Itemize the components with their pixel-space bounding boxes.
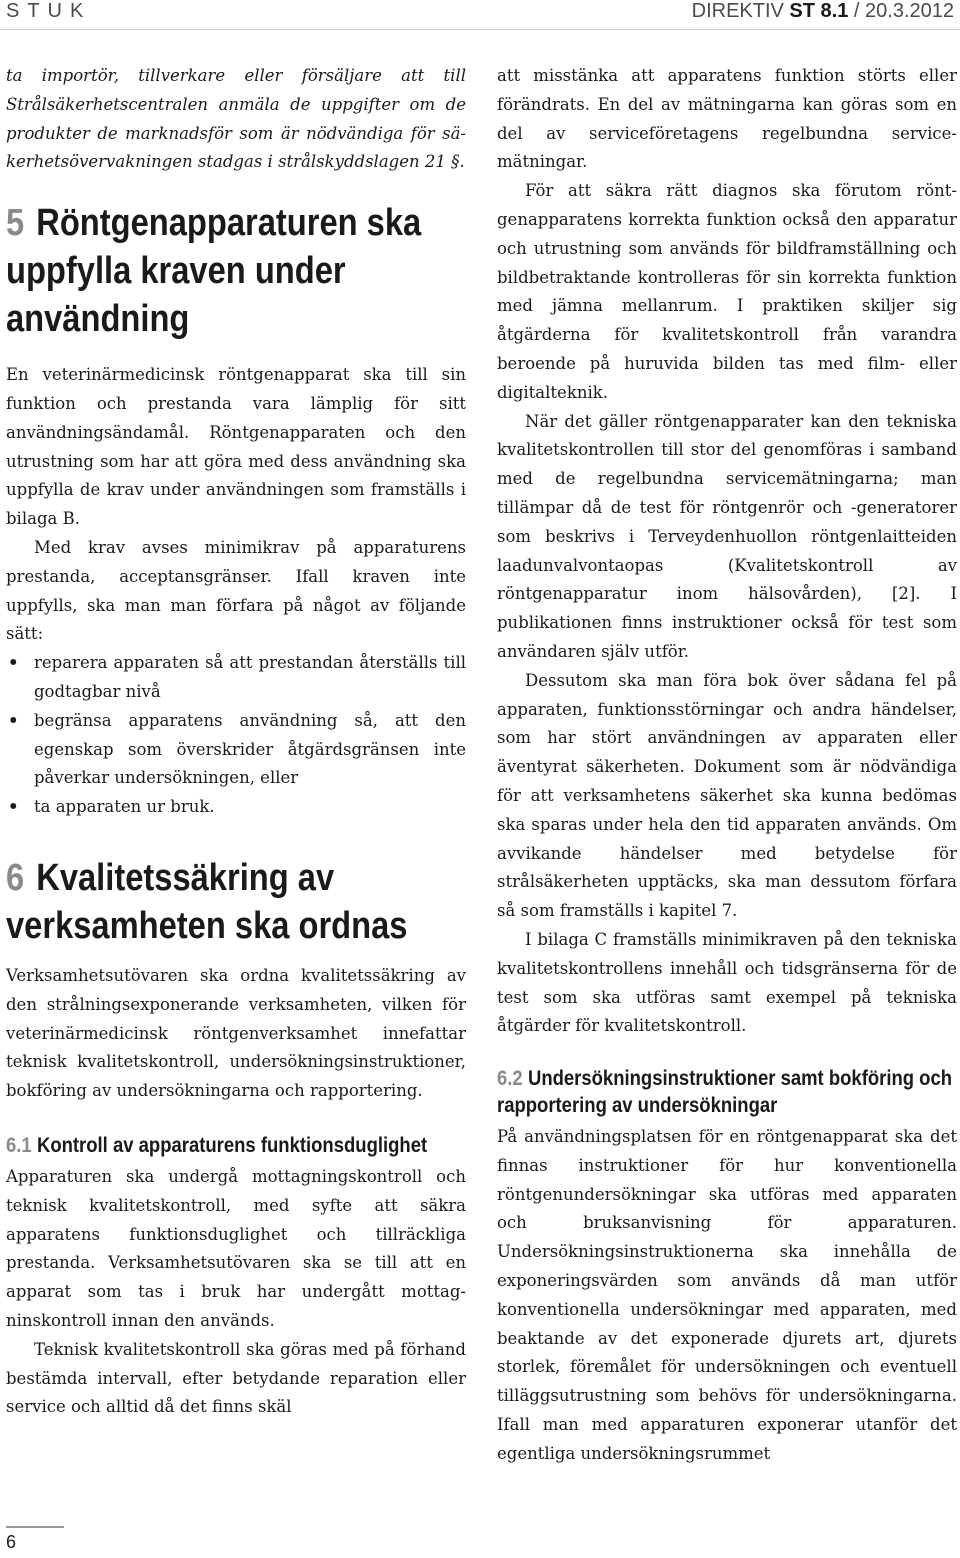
section-6-1-title: Kontroll av apparaturens funktionsduglighet: [36, 1133, 428, 1157]
right-column: [497, 62, 957, 1469]
right-paragraph-4: I bilaga C framställs minimikraven på den tekniska kvalitetskontrollens innehåll och tidsgränserna för de test som ska utföras samt exempel på tekniska åtgärder för kvalitetskontroll.: [497, 929, 957, 1036]
list-item: • reparera apparaten så att prestandan återställs till godtagbar nivå: [6, 649, 466, 707]
section-6-title: Kvalitetssäkring av verksamheten ska ordnas: [6, 856, 408, 947]
header-divider: [0, 29, 960, 30]
left-column: [6, 62, 466, 1422]
section-5-heading: [6, 199, 466, 343]
section-6-1-heading: [6, 1132, 468, 1159]
section-6-1-paragraph-1: Apparaturen ska undergå mottagningskontroll och teknisk kvalitetskontroll, med syfte att säkra apparatens funktionsduglighet och tillräckliga prestanda. Verksamhetsutövaren ska se till att en apparat som tas i bruk har undergått mottagninskontroll innan den används.: [6, 1166, 466, 1330]
section-5-paragraph-1: En veterinärmedicinsk röntgenapparat ska till sin funktion och prestanda vara lämplig för sitt användningsändamål. Röntgenapparaten och den utrustning som har att göra med dess användning ska uppfylla de krav under användningen som framställs i bilaga B.: [6, 365, 466, 529]
header-directive-id: ST 8.1: [789, 0, 849, 22]
section-6-2-paragraph-1: På användningsplatsen för en röntgenapparat ska det finnas instruktioner för hur konventionella röntgenundersökningar ska utföras med apparaten och bruksanvisning för apparaturen. Undersökningsinstruktionerna ska innehålla de exponeringsvärden som används då man utför konventionella undersökningar med apparaten, med beaktande av det exponerade djurets art, djurets storlek, föremålet för undersökningen och eventuell tilläggsutrustning som behövs för undersökningarna. Ifall man med apparaturen exponerar utanför det egentliga undersökningsrummet: [497, 1127, 957, 1463]
section-5-number: 5: [6, 202, 25, 245]
section-6-2-title: Undersökningsinstruktioner samt bokföring och rapportering av undersökningar: [497, 1067, 953, 1118]
section-5-paragraph-2: Med krav avses minimikrav på apparaturens prestanda, acceptansgränser. Ifall kraven inte uppfylls, ska man man förfara på något av följande sätt:: [6, 537, 466, 644]
header-org-label: STUK: [6, 0, 92, 22]
section-6-2-heading: [497, 1065, 959, 1119]
list-item: • ta apparaten ur bruk.: [6, 793, 466, 822]
section-6-number: 6: [6, 856, 25, 899]
section-6-1-paragraph-2: Teknisk kvalitetskontroll ska göras med på förhand bestämda intervall, efter betydande reparation eller service och alltid då det finns skäl: [6, 1339, 466, 1417]
intro-paragraph: ta importör, tillverkare eller försäljare att till Strålsäkerhetscentralen anmäla de uppgifter om de produkter de marknadsför som är nödvändiga för säkerhetsövervakningen stadgas i strålskyddslagen 21 §.: [6, 66, 466, 172]
right-paragraph-3: Dessutom ska man föra bok över sådana fel på apparaten, funktionsstörningar och andra händelser, som har stört användningen av apparaten eller äventyrat säkerheten. Dokument som är nödvändiga för att verksamhetens säkerhet ska kunna bedömas ska sparas under hela den tid apparaten används. Om avvikande händelser med betydelse för strålsäkerheten upptäcks, ska man dessutom förfara så som framställs i kapitel 7.: [497, 670, 957, 921]
header-directive-date: / 20.3.2012: [848, 0, 954, 22]
right-paragraph-1: För att säkra rätt diagnos ska förutom röntgenapparatens korrekta funktion också den apparatur och utrustning som används för bildframställning och bildbetraktande kontrolleras för sin korrekta funktion med jämna mellanrum. I praktiken skiljer sig åtgärderna för kvalitetskontroll från varandra beroende på huruvida bilden tas med film- eller digitalteknik.: [497, 181, 957, 402]
footer-divider: [6, 1526, 64, 1528]
continued-paragraph: att misstänka att apparatens funktion störts eller förändrats. En del av mätningarna kan göras som en del av serviceföretagens regelbundna servicemätningar.: [497, 66, 957, 172]
right-paragraph-2: När det gäller röntgenapparater kan den tekniska kvalitetskontrollen till stor del genomföras i samband med de regelbundna servicemätningarna; man tillämpar då de test för röntgenrör och -generatorer som beskrivs i Terveydenhuollon röntgenlaitteiden laadunvalvontaopas (Kvalitetskontroll av röntgenapparatur inom hälsovården), [2]. I publikationen finns instruktioner också för test som användaren själv utför.: [497, 411, 957, 661]
section-5-title: Röntgenapparaturen ska uppfylla kraven under användning: [6, 202, 422, 341]
section-6-paragraph-1: Verksamhetsutövaren ska ordna kvalitetssäkring av den strålningsexponerande verksamheten, vilken för veterinärmedicinsk röntgenverksamhet innefattar teknisk kvalitetskontroll, undersökningsinstruktioner, bokföring av undersökningarna och rapportering.: [6, 965, 466, 1101]
page-number: 6: [6, 1532, 17, 1552]
section-5-bullet-list: [6, 649, 466, 822]
section-6-heading: [6, 854, 466, 950]
header-directive-prefix: DIREKTIV: [691, 0, 790, 22]
header-directive: [692, 0, 954, 23]
list-item: • begränsa apparatens användning så, att den egenskap som överskrider åtgärdsgränsen inte påverkar undersökningen, eller: [6, 707, 466, 793]
section-6-1-number: 6.1: [6, 1133, 32, 1157]
section-6-2-number: 6.2: [497, 1067, 523, 1091]
